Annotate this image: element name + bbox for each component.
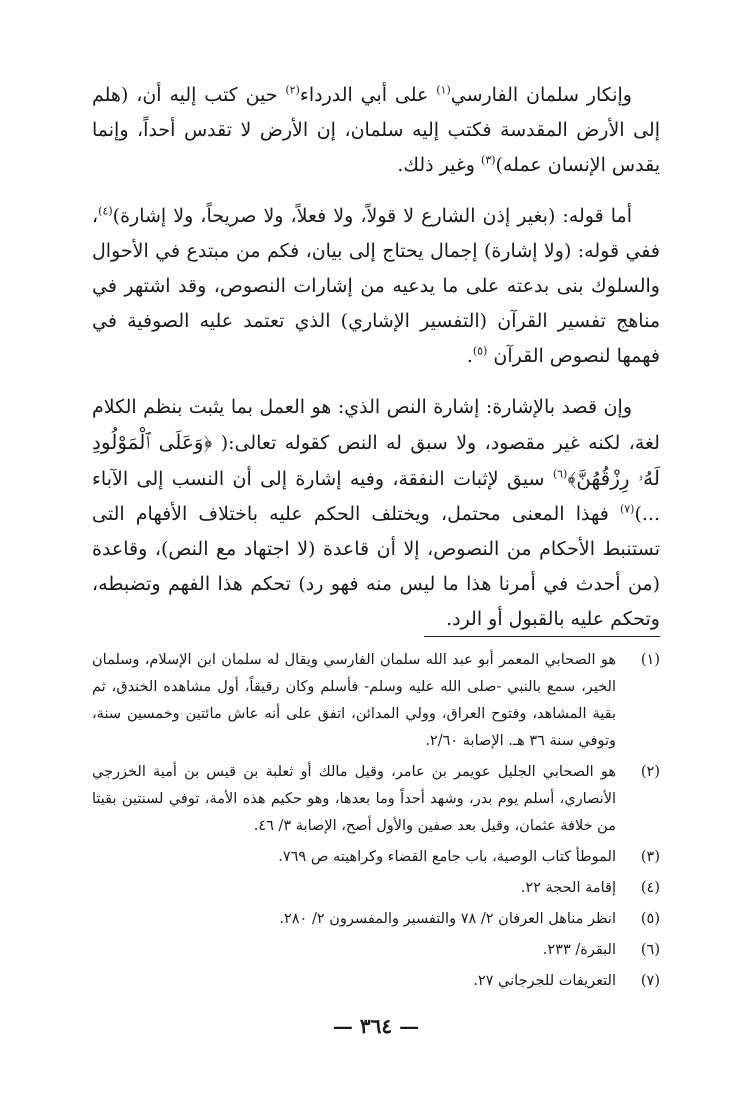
- footnote-separator: [424, 636, 660, 637]
- footnote-ref-2[interactable]: (٢): [285, 83, 300, 97]
- footnote-ref-7[interactable]: (٧): [619, 502, 635, 516]
- footnote-number: (٦): [640, 942, 660, 958]
- footnote-4: [92, 875, 660, 902]
- footnote-7: [92, 968, 660, 995]
- footnote-text: هو الصحابي الجليل عويمر بن عامر، وقيل مالك أو ثعلبة بن قيس بن أمية الخزرجي الأنصاري، أسلم يوم بدر، وشهد أحداً وما بعدها، وهو حكيم هذه الأمة، توفي لسنتين بقيتا من خلافة عثمان، وقيل بعد صفين والأول أصح، الإصابة ٣/ ٤٦.: [92, 764, 616, 834]
- text-run: ، ففي قوله: (ولا إشارة) إجمال يحتاج إلى بيان، فكم من مبتدع في الأحوال والسلوك بنى بدعته على ما يدعيه من إشارات النصوص، وقد اشتهر في مناهج تفسير القرآن (التفسير الإشاري) الذي تعتمد عليه الصوفية في فهمها لنصوص القرآن: [92, 205, 660, 367]
- footnote-ref-1[interactable]: (١): [436, 83, 451, 97]
- footnote-3: [92, 844, 660, 871]
- paragraph-3: [92, 390, 660, 637]
- footnote-number: (٤): [640, 880, 660, 896]
- page-number: — ٣٦٤ —: [332, 1014, 420, 1038]
- text-run: سيق لإثبات النفقة، وفيه إشارة إلى أن النسب إلى الآباء ...): [92, 468, 660, 525]
- text-run: وغير ذلك.: [397, 154, 482, 176]
- footnote-number: (٧): [640, 973, 660, 989]
- footnote-number: (٥): [640, 911, 660, 927]
- text-run: وإنكار سلمان الفارسي: [450, 84, 632, 106]
- text-run: أما قوله: (بغير إذن الشارع لا قولاً، ولا فعلاً، ولا صريحاً، ولا إشارة): [112, 205, 632, 227]
- text-run: حين كتب إليه أن، (هلم إلى الأرض المقدسة فكتب إليه سلمان، إن الأرض لا تقدس أحداً، وإنما يقدس الإنسان عمله): [92, 84, 660, 176]
- footnote-6: [92, 937, 660, 964]
- footnotes-list: [92, 647, 660, 999]
- paragraph-2: [92, 199, 660, 374]
- footnote-number: (١): [640, 652, 660, 668]
- footnote-text: هو الصحابي المعمر أبو عبد الله سلمان الفارسي ويقال له سلمان ابن الإسلام، وسلمان الخير، سمع بالنبي -صلى الله عليه وسلم- فأسلم وكان رقيقاً، أول مشاهده الخندق، ثم بقية المشاهد، وفتوح العراق، وولي المدائن، اتفق على أنه عاش مائتين وخمسين سنة، وتوفي سنة ٣٦ هـ. الإصابة ٢/٦٠.: [92, 652, 616, 749]
- footnote-text: الموطأ كتاب الوصية، باب جامع القضاء وكراهيته ص ٧٦٩.: [278, 849, 616, 865]
- footnote-2: [92, 759, 660, 840]
- footnote-ref-4[interactable]: (٤): [98, 204, 113, 218]
- footnote-1: [92, 647, 660, 755]
- footnote-ref-3[interactable]: (٣): [481, 153, 496, 167]
- text-run: وإن قصد بالإشارة: إشارة النص الذي: هو العمل بما يثبت بنظم الكلام لغة، لكنه غير مقصود، ولا سبق له النص كقوله تعالى:(: [92, 396, 660, 454]
- paragraph-1: [92, 78, 660, 183]
- footnote-ref-6[interactable]: (٦): [552, 467, 568, 481]
- footnote-text: البقرة/ ٢٣٣.: [542, 942, 616, 958]
- footnote-number: (٣): [640, 849, 660, 865]
- footnote-text: التعريفات للجرجاني ٢٧.: [473, 973, 616, 989]
- quran-verse: ﴿وَعَلَى ٱلْمَوْلُودِ لَهُۥ رِزْقُهُنَّ﴾: [92, 430, 660, 490]
- text-run: .: [466, 345, 473, 367]
- footnote-5: [92, 906, 660, 933]
- text-run: فهذا المعنى محتمل، ويختلف الحكم عليه باختلاف الأفهام التى تستنبط الأحكام من النصوص، إلا أن قاعدة (لا اجتهاد مع النص)، وقاعدة (من أحدث في أمرنا هذا ما ليس منه فهو رد) تحكم هذا الفهم وتضبطه، وتحكم عليه بالقبول أو الرد.: [92, 503, 660, 630]
- footnote-text: انظر مناهل العرفان ٢/ ٧٨ والتفسير والمفسرون ٢/ ٢٨٠.: [279, 911, 616, 927]
- footnote-ref-5[interactable]: (٥): [472, 344, 488, 358]
- footnote-text: إقامة الحجة ٢٢.: [520, 880, 616, 896]
- main-text: [92, 78, 660, 653]
- text-run: على أبي الدرداء: [299, 84, 437, 106]
- footnote-number: (٢): [640, 764, 660, 780]
